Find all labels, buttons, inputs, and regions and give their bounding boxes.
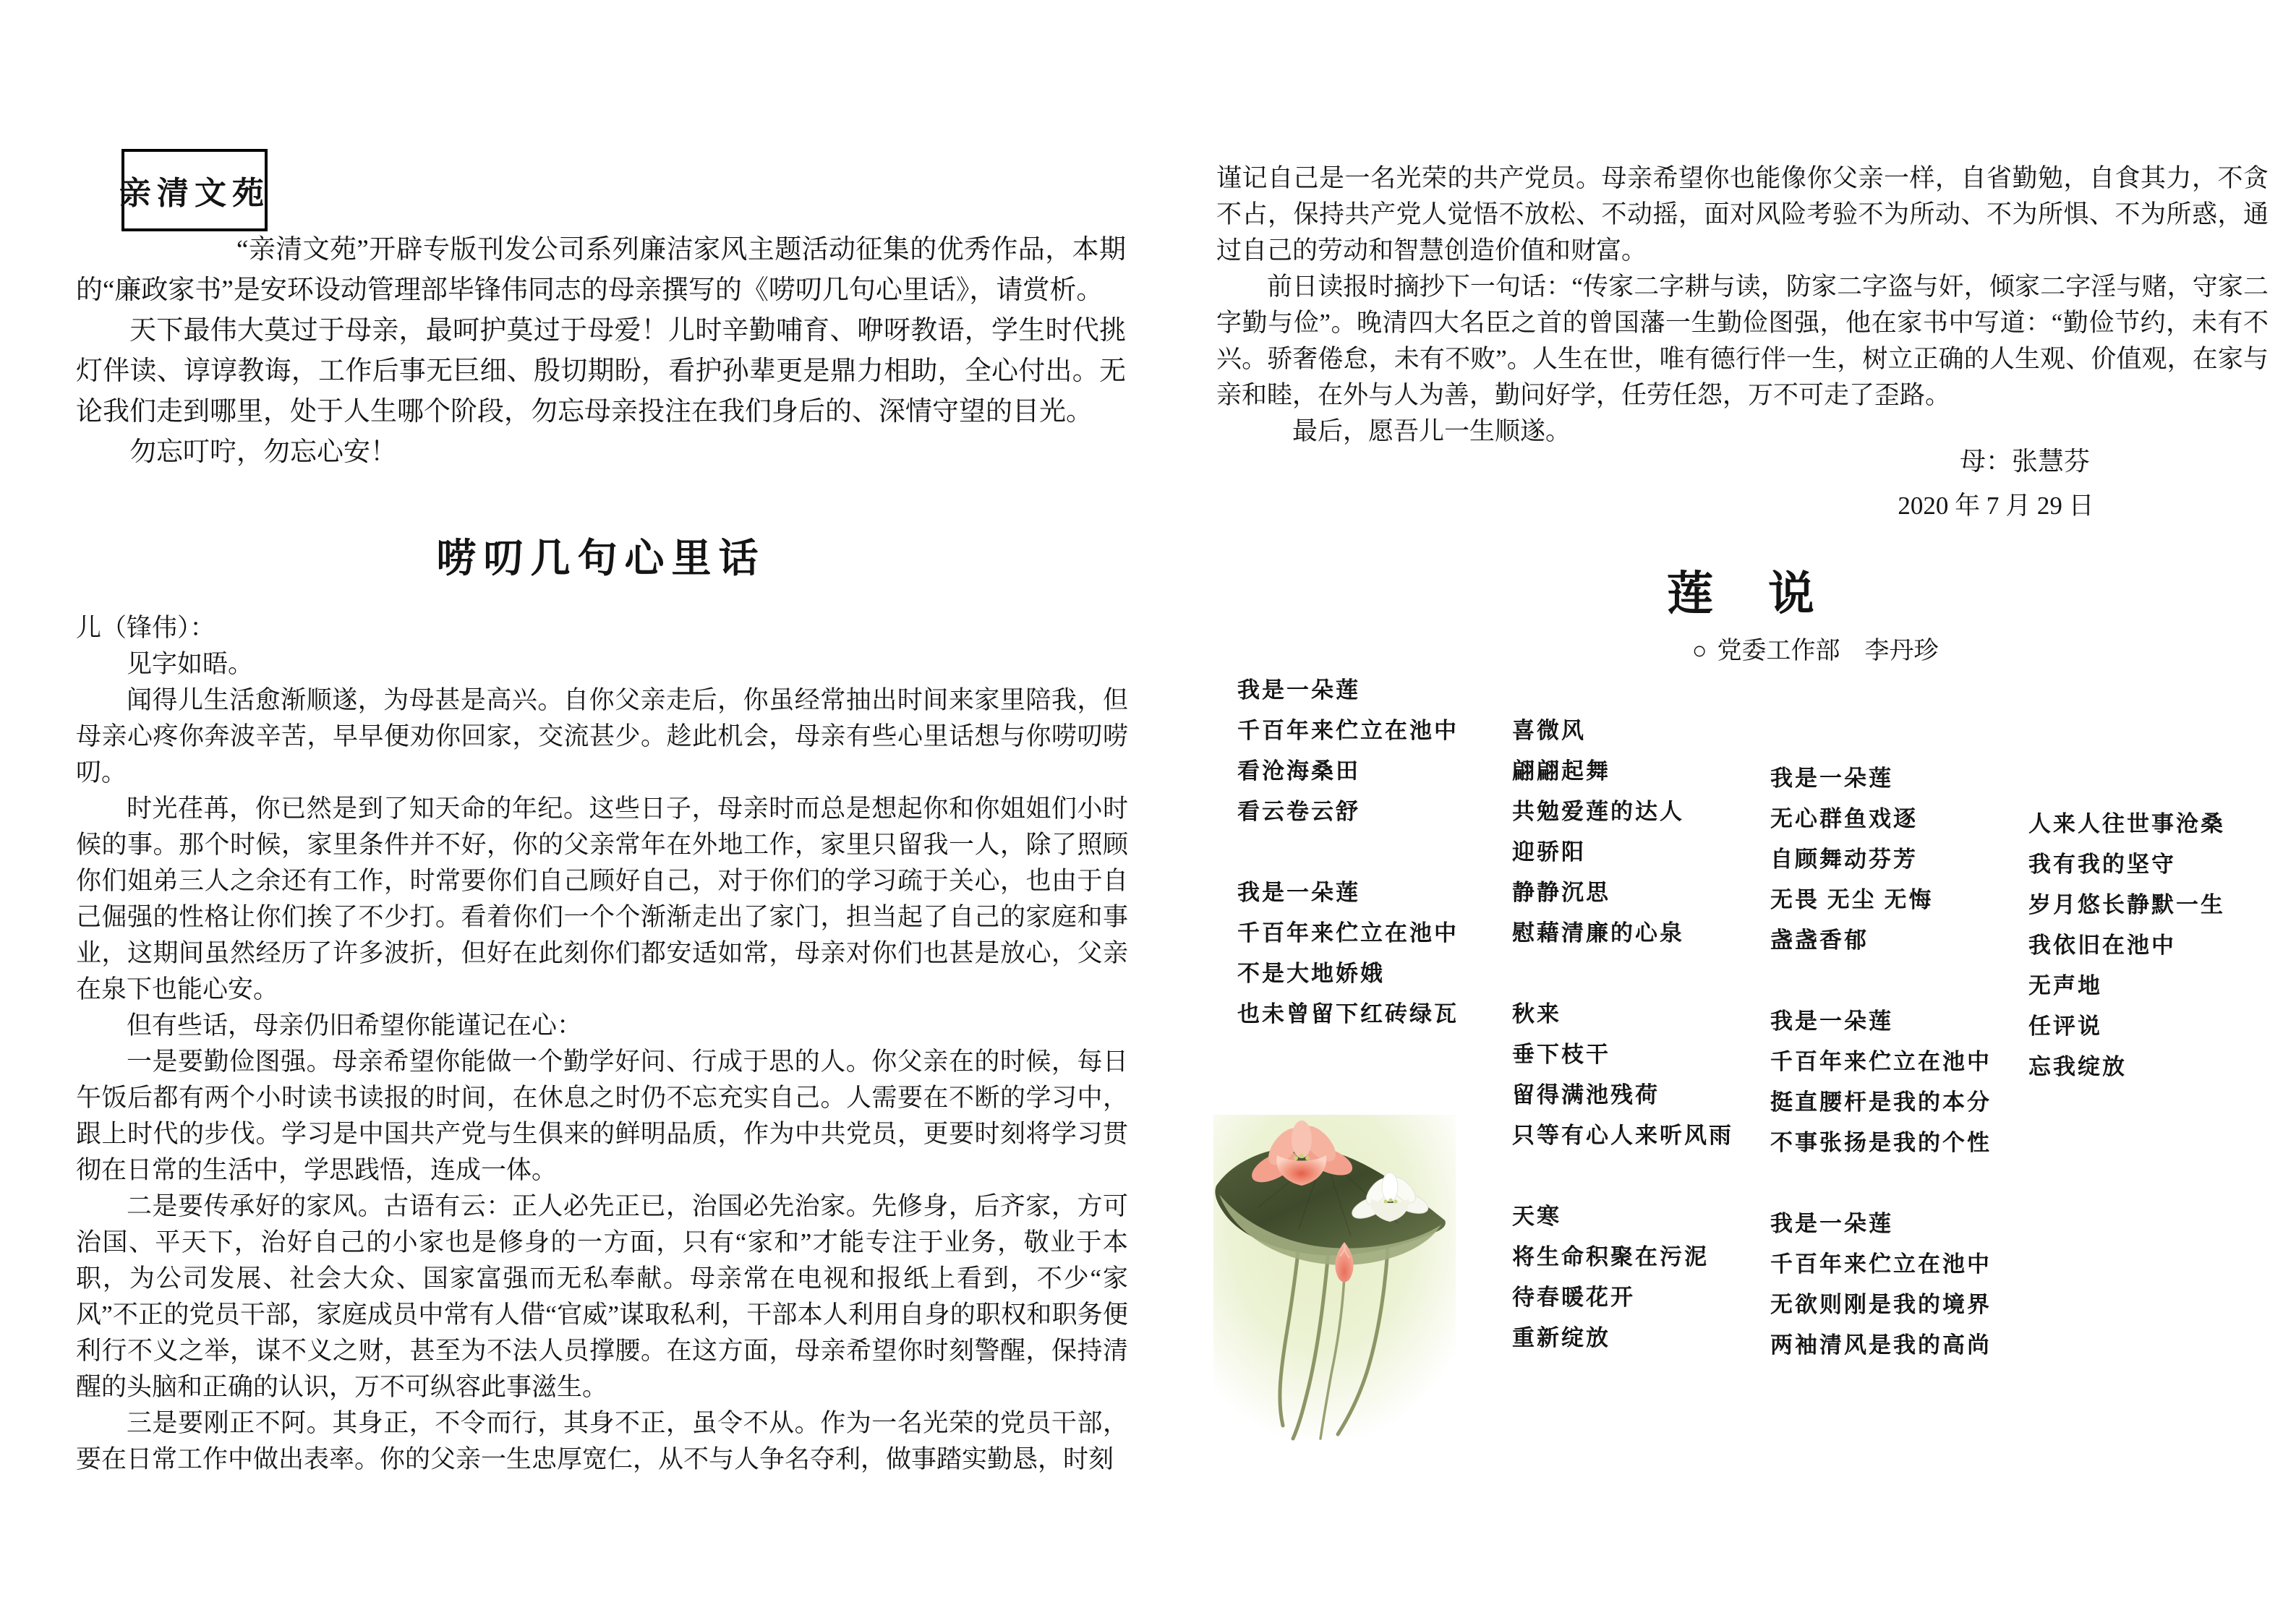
poem-line: 垂下枝干 xyxy=(1512,1042,1610,1067)
masthead-title: 亲清文苑 xyxy=(119,176,270,211)
poem-line: 无声地 xyxy=(2028,973,2102,998)
poem-line: 忘我绽放 xyxy=(2028,1054,2127,1079)
poem-line: 不事张扬是我的个性 xyxy=(1770,1130,1992,1155)
poem-line: 盏盏香郁 xyxy=(1770,928,1869,953)
poem-line: 将生命积聚在污泥 xyxy=(1512,1244,1709,1269)
poem-line: 千百年来伫立在池中 xyxy=(1770,1049,1992,1074)
letter-signature: 母：张慧芬 xyxy=(1959,447,2090,476)
letter-paragraph: 一是要勤俭图强。母亲希望你能做一个勤学好问、行成于思的人。你父亲在的时候，每日午饭后都有两个小时读书读报的时间，在休息之时仍不忘充实自己。人需要在不断的学习中，跟上时代的步伐。学习是中国共产党与生俱来的鲜明品质，作为中共党员，更要时刻将学习贯彻在日常的生活中，学思践悟，连成一体。 xyxy=(76,1048,1128,1184)
letter-salutation: 儿（锋伟）： xyxy=(76,614,215,642)
poem-line: 秋来 xyxy=(1512,1001,1561,1027)
poem-line: 两袖清风是我的高尚 xyxy=(1770,1332,1992,1358)
poem-line: 我是一朵莲 xyxy=(1770,1009,1893,1034)
poem-author: 党委工作部 李丹珍 xyxy=(1717,638,1939,664)
poem-line: 任评说 xyxy=(2028,1014,2102,1039)
letter-paragraph: 闻得儿生活愈渐顺遂，为母甚是高兴。自你父亲走后，你虽经常抽出时间来家里陪我，但母亲心疼你奔波辛苦，早早便劝你回家，交流甚少。趁此机会，母亲有些心里话想与你唠叨唠叨。 xyxy=(76,686,1128,787)
poem-column-4 xyxy=(2028,804,2225,1087)
poem-line: 静静沉思 xyxy=(1512,880,1610,905)
poem-line: 我是一朵莲 xyxy=(1770,1211,1893,1236)
letter-paragraph: 时光荏苒，你已然是到了知天命的年纪。这些日子，母亲时而总是想起你和你姐姐们小时候的事。那个时候，家里条件并不好，你的父亲常年在外地工作，家里只留我一人，除了照顾你们姐弟三人之余还有工作，时常要你们自己顾好自己，对于你们的学习疏于关心，也由于自己倔强的性格让你们挨了不少打。看着你们一个个渐渐走出了家门，担当起了自己的家庭和事业，这期间虽然经历了许多波折，但好在此刻你们都安适如常，母亲对你们也甚是放心，父亲在泉下也能心安。 xyxy=(76,795,1128,1003)
letter-closing: 最后，愿吾儿一生顺遂。 xyxy=(1292,417,1571,445)
letter-body xyxy=(76,610,1128,1478)
poem-line: 天寒 xyxy=(1512,1204,1561,1229)
poem-line: 我有我的坚守 xyxy=(2028,852,2176,877)
poem-stanza-gap xyxy=(1770,1163,1992,1204)
poem-line: 我是一朵莲 xyxy=(1237,677,1360,703)
intro-paragraph: 天下最伟大莫过于母亲，最呵护莫过于母爱！儿时辛勤哺育、咿呀教语，学生时代挑灯伴读、谆谆教诲，工作后事无巨细、殷切期盼，看护孙辈更是鼎力相助，全心付出。无论我们走到哪里，处于人生哪个阶段，勿忘母亲投注在我们身后的、深情守望的目光。 xyxy=(76,316,1126,427)
poem-line: 慰藉清廉的心泉 xyxy=(1512,920,1684,946)
poem-line: 迎骄阳 xyxy=(1512,839,1586,865)
poem-line: 无欲则刚是我的境界 xyxy=(1770,1292,1992,1317)
letter-paragraph: 三是要刚正不阿。其身正，不令而行，其身不正，虽令不从。作为一名光荣的党员干部，要在日常工作中做出表率。你的父亲一生忠厚宽仁，从不与人争名夺利，做事踏实勤恳，时刻 xyxy=(76,1409,1128,1473)
poem-line: 翩翩起舞 xyxy=(1512,758,1610,784)
letter-title: 唠叨几句心里话 xyxy=(436,536,766,581)
poem-column-1 xyxy=(1237,670,1459,1035)
letter-greeting: 见字如晤。 xyxy=(127,650,254,678)
poem-line: 自顾舞动芬芳 xyxy=(1770,847,1918,872)
poem-stanza-gap xyxy=(1237,832,1459,873)
poem-stanza-gap xyxy=(1512,954,1733,994)
poem-line: 我是一朵莲 xyxy=(1770,766,1893,791)
poem-line: 共勉爱莲的达人 xyxy=(1512,799,1684,824)
letter-paragraph: 前日读报时摘抄下一句话：“传家二字耕与读，防家二字盗与奸，倾家二字淫与赌，守家二字勤与俭”。晚清四大名臣之首的曾国藩一生勤俭图强，他在家书中写道：“勤俭节约，未有不兴。骄奢倦怠，未有不败”。人生在世，唯有德行伴一生，树立正确的人生观、价值观，在家与亲和睦，在外与人为善，勤问好学，任劳任怨，万不可走了歪路。 xyxy=(1216,273,2269,409)
poem-line: 无心群鱼戏逐 xyxy=(1770,806,1918,831)
poem-line: 挺直腰杆是我的本分 xyxy=(1770,1089,1992,1115)
poem-line: 岁月悠长静默一生 xyxy=(2028,892,2225,917)
letter-paragraph: 谨记自己是一名光荣的共产党员。母亲希望你也能像你父亲一样，自省勤勉，自食其力，不贪不占，保持共产党人觉悟不放松、不动摇，面对风险考验不为所动、不为所惧、不为所惑，通过自己的劳动和智慧创造价值和财富。 xyxy=(1216,164,2269,265)
lotus-illustration xyxy=(1213,1115,1456,1455)
poem-column-2 xyxy=(1512,711,1733,1358)
masthead-box xyxy=(121,149,268,231)
intro-paragraph: 勿忘叮咛，勿忘心安！ xyxy=(129,437,397,467)
poem-line: 我依旧在池中 xyxy=(2028,933,2176,958)
poem-column-3 xyxy=(1770,758,1992,1366)
poem-line: 只等有心人来听风雨 xyxy=(1512,1123,1733,1148)
letter-date: 2020 年 7 月 29 日 xyxy=(1898,492,2094,520)
poem-line: 重新绽放 xyxy=(1512,1325,1610,1350)
poem-line: 千百年来伫立在池中 xyxy=(1770,1251,1992,1277)
poem-line: 看沧海桑田 xyxy=(1237,758,1360,784)
poem-line: 看云卷云舒 xyxy=(1237,799,1360,824)
letter-paragraph: 二是要传承好的家风。古语有云：正人必先正已，治国必先治家。先修身，后齐家，方可治国、平天下，治好自己的小家也是修身的一方面，只有“家和”才能专注于业务，敬业于本职，为公司发展、社会大众、国家富强而无私奉献。母亲常在电视和报纸上看到，不少“家风”不正的党员干部，家庭成员中常有人借“官威”谋取私利，干部本人利用自身的职权和职务便利行不义之举，谋不义之财，甚至为不法人员撑腰。在这方面，母亲希望你时刻警醒，保持清醒的头脑和正确的认识，万不可纵容此事滋生。 xyxy=(76,1192,1128,1401)
poem-line: 人来人往世事沧桑 xyxy=(2028,811,2225,836)
letter-continuation xyxy=(1216,160,2269,450)
poem-stanza-gap xyxy=(1770,961,1992,1001)
poem-line: 无畏 无尘 无悔 xyxy=(1770,887,1934,912)
poem-line: 不是大地娇娥 xyxy=(1237,961,1385,986)
intro-section xyxy=(76,230,1126,473)
poem-stanza-gap xyxy=(1512,1156,1733,1196)
poem-line: 留得满池残荷 xyxy=(1512,1082,1660,1108)
poem-line: 千百年来伫立在池中 xyxy=(1237,920,1459,946)
letter-paragraph: 但有些话，母亲仍旧希望你能谨记在心： xyxy=(127,1011,583,1040)
poem-byline xyxy=(1692,630,1939,666)
circle-bullet-icon: ○ xyxy=(1692,638,1707,664)
intro-paragraph: “亲清文苑”开辟专版刊发公司系列廉洁家风主题活动征集的优秀作品，本期的“廉政家书”是安环设动管理部毕锋伟同志的母亲撰写的《唠叨几句心里话》，请赏析。 xyxy=(76,235,1126,305)
poem-title: 莲 说 xyxy=(1667,568,1819,620)
poem-line: 千百年来伫立在池中 xyxy=(1237,718,1459,743)
poem-line: 喜微风 xyxy=(1512,718,1586,743)
poem-line: 我是一朵莲 xyxy=(1237,880,1360,905)
poem-line: 待春暖花开 xyxy=(1512,1285,1635,1310)
poem-line: 也未曾留下红砖绿瓦 xyxy=(1237,1001,1459,1027)
